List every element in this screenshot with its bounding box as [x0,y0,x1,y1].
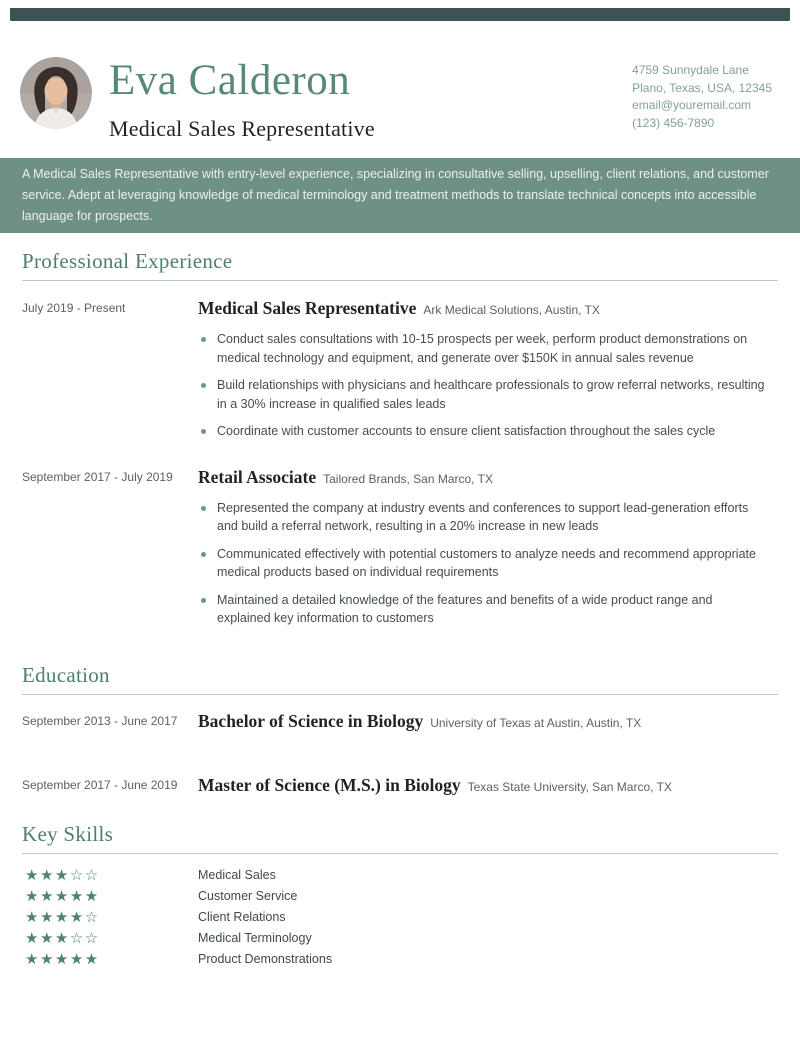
bullet-item [198,499,778,536]
job-company: Tailored Brands, San Marco, TX [323,471,493,486]
contact-address-line1: 4759 Sunnydale Lane [632,63,749,77]
bullet-item [198,422,778,441]
job-entry [22,298,778,450]
job-title: Retail Associate [198,466,317,487]
experience-section-heading: Professional Experience [22,233,778,281]
summary-text: A Medical Sales Representative with entry-level experience, specializing in consultative selling, upselling, client relations, and customer service. Adept at leveraging knowledge of medical terminology and treatment methods to translate technical concepts into accessible language for prospects. [22,167,769,223]
star-rating-icons: ★★★★★ [25,887,100,905]
bullet-item [198,545,778,582]
sections [0,233,800,970]
star-rating-icons: ★★★☆☆ [25,929,100,947]
star-rating-icons: ★★★☆☆ [25,866,100,884]
bullet-dot-icon [201,506,206,511]
bullet-item [198,330,778,367]
job-dates: July 2019 - Present [22,301,126,315]
bullet-dot-icon [201,337,206,342]
candidate-name: Eva Calderon [109,57,351,104]
job-bullets [198,499,778,628]
bullet-text: Build relationships with physicians and healthcare professionals to grow referral networks, resulting in a 30% increase in qualified sales leads [217,378,765,411]
job-title: Medical Sales Representative [198,298,417,318]
skills-list [22,865,778,970]
education-degree: Master of Science (M.S.) in Biology [198,774,461,795]
job-bullets [198,330,778,441]
job-details [198,467,778,637]
skills-section-heading: Key Skills [22,796,778,854]
job-details [198,298,778,450]
job-heading-line [198,467,778,488]
star-rating-icons: ★★★★★ [25,950,100,968]
bullet-dot-icon [201,383,206,388]
education-school: University of Texas at Austin, Austin, TX [430,715,642,730]
contact-email: email@youremail.com [632,98,752,112]
skill-row [22,928,778,949]
profile-photo [20,57,92,129]
education-details [198,711,778,732]
education-school: Texas State University, San Marco, TX [467,779,672,794]
job-company: Ark Medical Solutions, Austin, TX [423,303,600,317]
skill-label: Client Relations [198,910,286,924]
education-dates: September 2017 - June 2019 [22,777,178,792]
candidate-job-title: Medical Sales Representative [109,116,375,141]
bullet-text: Represented the company at industry events and conferences to support lead-generation efforts and build a referral network, resulting in a 20% increase in new leads [217,500,749,533]
skill-label: Product Demonstrations [198,952,333,966]
contact-phone: (123) 456-7890 [632,115,715,130]
portrait-illustration [20,57,92,129]
top-accent-bar [10,8,790,21]
job-entry [22,467,778,637]
contact-address-line2: Plano, Texas, USA, 12345 [632,80,772,95]
star-rating-icons: ★★★★☆ [25,908,100,926]
job-heading-line [198,298,778,319]
skill-label: Customer Service [198,889,298,903]
skill-label: Medical Terminology [198,931,312,945]
job-dates: September 2017 - July 2019 [22,469,173,484]
education-dates: September 2013 - June 2017 [22,713,178,728]
skill-label: Medical Sales [198,868,276,882]
header-identity [109,57,375,142]
education-details [198,775,778,796]
bullet-text: Maintained a detailed knowledge of the features and benefits of a wide product range and explained key information to customers [217,592,713,625]
bullet-item [198,591,778,628]
education-section-heading: Education [22,637,778,695]
bullet-dot-icon [201,429,206,434]
education-entry [22,711,778,732]
bullet-text: Conduct sales consultations with 10-15 prospects per week, perform product demonstrations on medical technology and equipment, and generate over $150K in annual sales revenue [217,332,748,365]
skill-row [22,907,778,928]
education-entry [22,775,778,796]
bullet-item [198,376,778,413]
skill-row [22,865,778,886]
skill-row [22,949,778,970]
bullet-text: Coordinate with customer accounts to ensure client satisfaction throughout the sales cycle [217,424,716,438]
experience-jobs [22,298,778,637]
bullet-text: Communicated effectively with potential customers to analyze needs and recommend appropriate medical products based on individual requirements [217,546,756,579]
contact-info [632,57,772,132]
bullet-dot-icon [201,552,206,557]
summary-band [0,158,800,233]
skill-row [22,886,778,907]
bullet-dot-icon [201,598,206,603]
education-degree: Bachelor of Science in Biology [198,710,424,731]
header [0,21,800,142]
education-items [22,711,778,796]
